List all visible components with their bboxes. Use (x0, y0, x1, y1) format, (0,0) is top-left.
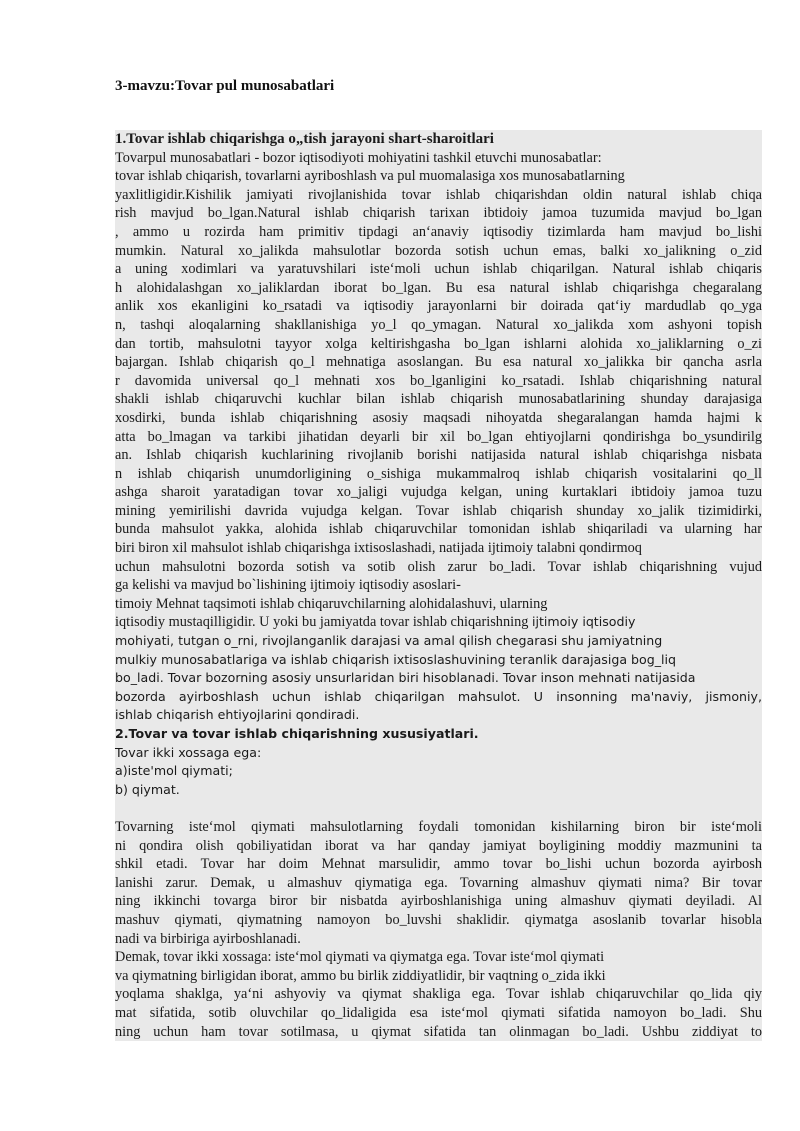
text-line: h alohidalashgan xo_jaliklardan iborat bo_lgan. Bu esa natural ishlab chiqarishga chegaralang (115, 279, 762, 296)
text-line: , ammo u rozirda ham primitiv tipdagi an‘anaviy iqtisodiy tizimlarda ham mavjud bo_lishi (115, 223, 762, 240)
document-title: 3-mavzu:Tovar pul munosabatlari (115, 78, 335, 94)
text-line: ashga sharoit yaratadigan tovar xo_jaligi vujudga kelgan, uning kurtaklari ibtidoiy jamoa tuzu (115, 484, 762, 501)
document-body (115, 130, 762, 1041)
text-line: b) qiymat. (115, 781, 762, 800)
text-line: va qiymatning birligidan iborat, ammo bu birlik ziddiyatlidir, bir vaqtning o_zida ikki (115, 967, 762, 986)
text-line: iqtisodiy mustaqilligidir. U yoki bu jamiyatda tovar ishlab chiqarishning ijtimoiy iqtisodiy (115, 613, 762, 632)
text-line: rish mavjud bo_lgan.Natural ishlab chiqarish tarixan ibtidoiy jamoa tuzumida mavjud bo_lgan (115, 205, 762, 222)
text-line: shkil etadi. Tovar har doim Mehnat marsulidir, ammo tovar bo_lishi uchun bozorda ayirbosh (115, 856, 762, 873)
text-line: yoqlama shaklga, ya‘ni ashyoviy va qiymat shakliga ega. Tovar ishlab chiqaruvchilar qo_lida qiy (115, 986, 762, 1003)
text-line: Tovarpul munosabatlari - bozor iqtisodiyoti mohiyatini tashkil etuvchi munosabatlar: (115, 149, 762, 168)
text-line: a)iste'mol qiymati; (115, 762, 762, 781)
text-line: mumkin. Natural xo_jalikda mahsulotlar bozorda sotish uchun emas, balki xo_jalikning o_zid (115, 242, 762, 259)
text-line: mohiyati, tutgan o_rni, rivojlanganlik darajasi va amal qilish chegarasi shu jamiyatning (115, 632, 762, 651)
text-line: Tovar ikki xossaga ega: (115, 744, 762, 763)
text-line: xosdirki, bunda ishlab chiqarishning asosiy maqsadi nihoyatda shegaralangan hamda hajmi k (115, 409, 762, 426)
text-line: ga kelishi va mavjud bo`lishining ijtimoiy iqtisodiy asoslari- (115, 576, 762, 595)
text-line: shakli ishlab chiqaruvchi kuchlar bilan ishlab chiqarish munosabatlarining shunday darajasiga (115, 391, 762, 408)
text-line: bajargan. Ishlab chiqarish qo_l mehnatiga asoslangan. Bu esa natural xo_jalikka bir qancha asrla (115, 354, 762, 371)
text-line: mining yemirilishi davrida vujudga kelgan. Tovar ishlab chiqarish shunday xo_jalik tizimidirki, (115, 502, 762, 519)
text-line: ishlab chiqarish ehtiyojlarini qondiradi. (115, 706, 762, 725)
text-line: uchun mahsulotni bozorda sotish va sotib olish zarur bo_ladi. Tovar ishlab chiqarishning vujud (115, 558, 762, 575)
text-line: mulkiy munosabatlariga va ishlab chiqarish ixtisoslashuvining teranlik darajasiga bog_liq (115, 651, 762, 670)
text-line: bunda mahsulot yakka, alohida ishlab chiqaruvchilar tomonidan ishlab shiqariladi va ularning har (115, 521, 762, 538)
text-line: n, tashqi aloqalarning shakllanishiga yo_l qo_ymagan. Natural xo_jalikda xom ashyoni topish (115, 316, 762, 333)
text-line: yaxlitligidir.Kishilik jamiyati rivojlanishida tovar ishlab chiqarishdan oldin natural ishlab chiqa (115, 186, 762, 203)
text-line: Tovarning iste‘mol qiymati mahsulotlarning foydali tomonidan kishilarning biron bir iste‘moli (115, 818, 762, 835)
text-line: biri biron xil mahsulot ishlab chiqarishga ixtisoslashadi, natijada ijtimoiy talabni qondirmoq (115, 539, 762, 558)
text-line: a uning xodimlari va yaratuvshilari iste‘moli uchun ishlab chiqarilgan. Natural ishlab chiqaris (115, 261, 762, 278)
text-line: n ishlab chiqarish unumdorligining o_sishiga mukammalroq ishlab chiqarish vositalarini qo_ll (115, 465, 762, 482)
text-line: mat sifatida, sotib oluvchilar qo_lidaligida esa iste‘mol qiymati sifatida namoyon bo_ladi. Shu (115, 1004, 762, 1021)
text-line: ni qondira olish qobiliyatidan iborat va har qanday jamiyat boyligining moddiy mazmunini ta (115, 837, 762, 854)
text-span: ijtimoiy iqtisodiy (531, 614, 636, 630)
text-line: anlik xos ekanligini ko_rsatadi va iqtisodiy jarayonlarni bir doirada qat‘iy mardudlab qo_yga (115, 298, 762, 315)
text-line: ning ikkinchi tovarga biror bir nisbatda ayirboshlanishiga uning almashuv qiymati deyiladi. Al (115, 893, 762, 910)
text-line: Demak, tovar ikki xossaga: iste‘mol qiymati va qiymatga ega. Tovar iste‘mol qiymati (115, 948, 762, 967)
text-line: dan tortib, mahsulotni tayyor xolga keltirishgasha bo_lgan ishlarni alohida xo_jaliklarning o_zi (115, 335, 762, 352)
text-line: mashuv qiymati, qiymatning namoyon bo_luvshi shaklidir. qiymatga asoslanib tovarlar hisobla (115, 911, 762, 928)
text-line: atta bo_lmagan va tarkibi jihatidan deyarli bir xil bo_lgan ehtiyojlarni qondirishga bo_ysundirilg (115, 428, 762, 445)
text-line: tovar ishlab chiqarish, tovarlarni ayriboshlash va pul muomalasiga xos munosabatlarning (115, 167, 762, 186)
text-line: bo_ladi. Tovar bozorning asosiy unsurlaridan biri hisoblanadi. Tovar inson mehnati natijasida (115, 669, 762, 688)
text-line (115, 799, 762, 818)
section-heading: 2.Tovar va tovar ishlab chiqarishning xususiyatlari. (115, 725, 762, 744)
text-line: an. Ishlab chiqarish kuchlarining rivojlanib borishi natijasida natural ishlab chiqarishga nisbata (115, 447, 762, 464)
text-line: timoiy Mehnat taqsimoti ishlab chiqaruvchilarning alohidalashuvi, ularning (115, 595, 762, 614)
text-line: nadi va birbiriga ayirboshlanadi. (115, 930, 762, 949)
text-line: r davomida universal qo_l mehnati xos bo_lganligini ko_rsatadi. Ishlab chiqarishning natural (115, 372, 762, 389)
text-line: bozorda ayirboshlash uchun ishlab chiqarilgan mahsulot. U insonning ma'naviy, jismoniy, (115, 688, 762, 707)
text-line: ning uchun ham tovar sotilmasa, u qiymat sifatida tan olinmagan bo_ladi. Ushbu ziddiyat to (115, 1023, 762, 1040)
text-line: lanishi zarur. Demak, u almashuv qiymatiga ega. Tovarning almashuv qiymati nima? Bir tovar (115, 874, 762, 891)
section-heading: 1.Tovar ishlab chiqarishga o„tish jarayoni shart-sharoitlari (115, 130, 762, 149)
